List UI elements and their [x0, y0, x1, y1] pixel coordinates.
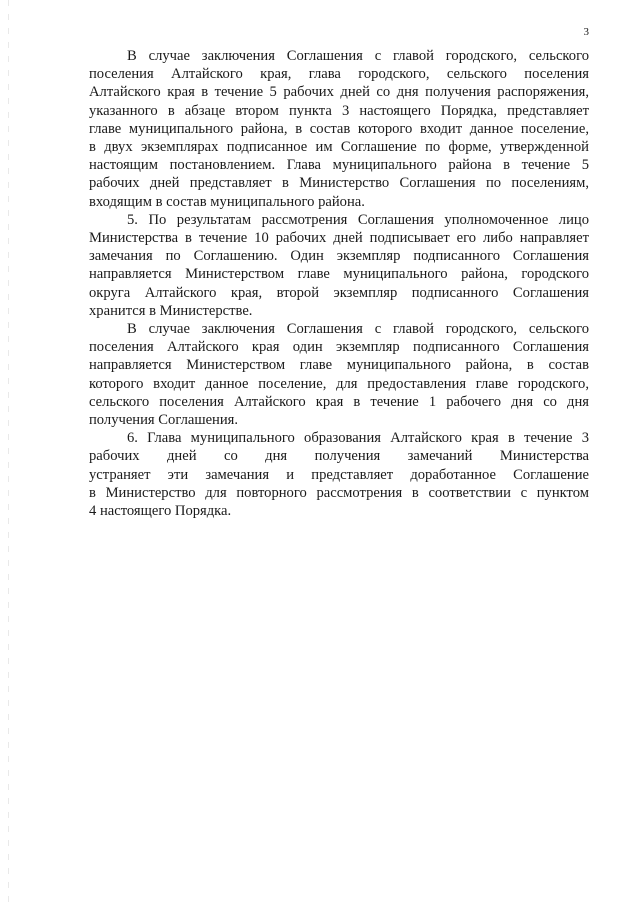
text-line: получения Соглашения.: [89, 412, 239, 429]
scan-edge-artifact: [8, 0, 9, 905]
text-line: 5. По результатам рассмотрения Соглашения уполномоченное лицо: [127, 211, 589, 228]
text-line: настоящим постановлением. Глава муниципального района в течение 5: [89, 157, 589, 174]
paragraph-agreement-settlement: [89, 47, 589, 211]
text-line: которого входит данное поселение, для предоставления главе городского,: [89, 375, 589, 392]
text-line: Министерства в течение 10 рабочих дней подписывает его либо направляет: [89, 230, 589, 247]
text-line: направляется Министерством главе муниципального района, городского: [89, 266, 589, 283]
text-line: направляется Министерством главе муниципального района, в состав: [89, 357, 589, 374]
text-line: хранится в Министерстве.: [89, 302, 253, 319]
text-line: сельского поселения Алтайского края в течение 1 рабочего дня со дня: [89, 393, 589, 410]
text-line: указанного в абзаце втором пункта 3 настоящего Порядка, представляет: [89, 102, 589, 119]
text-line: 6. Глава муниципального образования Алтайского края в течение 3: [127, 430, 589, 447]
text-line: устраняет эти замечания и представляет доработанное Соглашение: [89, 466, 589, 483]
document-body: [89, 47, 589, 520]
text-line: замечания по Соглашению. Один экземпляр подписанного Соглашения: [89, 248, 589, 265]
text-line: Алтайского края в течение 5 рабочих дней со дня получения распоряжения,: [89, 84, 589, 101]
text-line: рабочих дней со дня получения замечаний Министерства: [89, 448, 589, 465]
page-number: 3: [583, 26, 589, 38]
text-line: в двух экземплярах подписанное им Соглашение по форме, утвержденной: [89, 139, 589, 156]
text-line: в Министерство для повторного рассмотрения в соответствии с пунктом: [89, 484, 589, 501]
text-line: В случае заключения Соглашения с главой городского, сельского: [127, 321, 589, 338]
text-line: поселения Алтайского края, глава городского, сельского поселения: [89, 66, 589, 83]
text-line: поселения Алтайского края один экземпляр подписанного Соглашения: [89, 339, 589, 356]
text-line: главе муниципального района, в состав которого входит данное поселение,: [89, 120, 589, 137]
text-line: входящим в состав муниципального района.: [89, 193, 365, 210]
paragraph-agreement-copy: [89, 320, 589, 429]
text-line: 4 настоящего Порядка.: [89, 503, 232, 520]
text-line: рабочих дней представляет в Министерство Соглашения по поселениям,: [89, 175, 589, 192]
text-line: В случае заключения Соглашения с главой городского, сельского: [127, 48, 589, 64]
text-line: округа Алтайского края, второй экземпляр подписанного Соглашения: [89, 284, 589, 301]
paragraph-item-5: [89, 211, 589, 320]
paragraph-item-6: [89, 429, 589, 520]
